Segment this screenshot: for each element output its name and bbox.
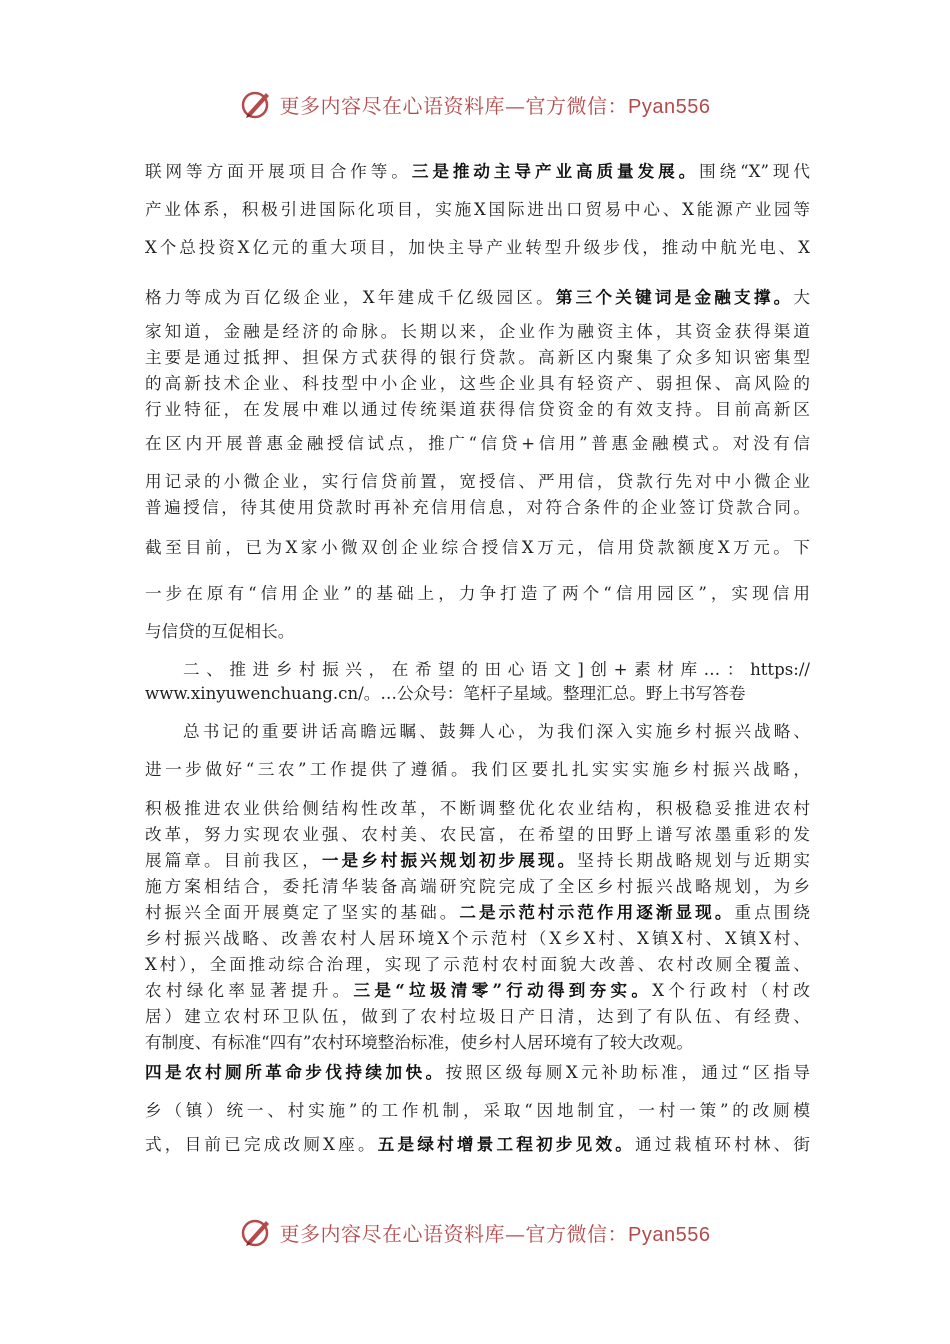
text-line xyxy=(145,534,810,558)
text-run: 用记录的小微企业，实行信贷前置，宽授信、严用信，贷款行先对中小微企业 xyxy=(145,472,810,491)
pen-logo-icon xyxy=(240,1215,274,1249)
text-run: www.xinyuwenchuang.cn/。…公众号：笔杆子星域。整理汇总。野上书写答卷 xyxy=(145,684,746,703)
text-run: 施方案相结合，委托清华装备高端研究院完成了全区乡村振兴战略规划，为乡 xyxy=(145,877,810,896)
text-run: 家知道，金融是经济的命脉。长期以来，企业作为融资主体，其资金获得渠道 xyxy=(145,322,810,341)
text-run: 坚持长期战略规划与近期实 xyxy=(577,851,811,870)
text-line xyxy=(145,925,810,949)
bold-keyword: 第三个关键词是金融支撑。 xyxy=(555,287,794,307)
text-run: 按照区级每厕X元补助标准，通过“区指导 xyxy=(445,1063,811,1082)
text-run: 乡村振兴战略、改善农村人居环境X个示范村（X乡X村、X镇X村、X镇X村、 xyxy=(145,929,810,948)
text-run: 普遍授信，待其使用贷款时再补充信用信息，对符合条件的企业签订贷款合同。 xyxy=(145,498,810,517)
text-run: 产业体系，积极引进国际化项目，实施X国际进出口贸易中心、X能源产业园等 xyxy=(145,200,810,219)
text-run: 乡（镇）统一、村实施”的工作机制，采取“因地制宜，一村一策”的改厕模 xyxy=(145,1101,810,1120)
text-line xyxy=(145,899,810,923)
text-run: 与信贷的互促相长。 xyxy=(145,622,295,641)
text-line xyxy=(145,756,810,780)
text-run: 改革，努力实现农业强、农村美、农民富，在希望的田野上谱写浓墨重彩的发 xyxy=(145,825,810,844)
text-line xyxy=(145,618,810,642)
text-line xyxy=(145,873,810,897)
text-line xyxy=(145,158,810,182)
bold-keyword: 二是示范村示范作用逐渐显现。 xyxy=(459,902,735,922)
text-run: 二、推进乡村振兴，在希望的田心语文]创+素材库…：https:// xyxy=(183,660,810,679)
footer-banner-text: 更多内容尽在心语资料库—官方微信：Pyan556 xyxy=(279,1221,711,1246)
text-run: 通过栽植环村林、街 xyxy=(635,1135,811,1154)
text-line xyxy=(145,1029,810,1053)
text-run: 农村绿化率显著提升。 xyxy=(145,981,354,1000)
text-run: X个行政村（村改 xyxy=(652,981,810,1000)
text-run: 总书记的重要讲话高瞻远瞩、鼓舞人心，为我们深入实施乡村振兴战略、 xyxy=(183,722,810,741)
text-line xyxy=(145,396,810,420)
text-run: 居）建立农村环卫队伍，做到了农村垃圾日产日清，达到了有队伍、有经费、 xyxy=(145,1007,810,1026)
text-run: X村），全面推动综合治理，实现了示范村农村面貌大改善、农村改厕全覆盖、 xyxy=(145,955,810,974)
bold-keyword: 三是“垃圾清零”行动得到夯实。 xyxy=(353,980,653,1000)
text-run: 村振兴全面开展奠定了坚实的基础。 xyxy=(145,903,460,922)
text-line xyxy=(145,580,810,604)
text-run: 重点围绕 xyxy=(734,903,811,922)
text-run: 格力等成为百亿级企业，X年建成千亿级园区。 xyxy=(145,288,556,307)
text-line xyxy=(145,468,810,492)
text-run: X个总投资X亿元的重大项目，加快主导产业转型升级步伐，推动中航光电、X xyxy=(145,238,810,257)
text-line xyxy=(145,977,810,1001)
text-line xyxy=(145,494,810,518)
pen-logo-icon xyxy=(240,87,274,121)
header-banner xyxy=(0,84,950,124)
text-line xyxy=(145,951,810,975)
text-run: 截至目前，已为X家小微双创企业综合授信X万元，信用贷款额度X万元。下 xyxy=(145,538,810,557)
footer-banner xyxy=(0,1212,950,1252)
text-line xyxy=(145,1059,810,1083)
text-line xyxy=(145,1097,810,1121)
bold-keyword: 三是推动主导产业高质量发展。 xyxy=(411,161,700,181)
text-run: 展篇章。目前我区， xyxy=(145,851,322,870)
bold-keyword: 五是绿村增景工程初步见效。 xyxy=(377,1134,636,1154)
text-run: 式，目前已完成改厕X座。 xyxy=(145,1135,378,1154)
text-run: 的高新技术企业、科技型中小企业，这些企业具有轻资产、弱担保、高风险的 xyxy=(145,374,810,393)
text-run: 大 xyxy=(793,288,811,307)
text-run: 主要是通过抵押、担保方式获得的银行贷款。高新区内聚集了众多知识密集型 xyxy=(145,348,810,367)
text-run: 一步在原有“信用企业”的基础上，力争打造了两个“信用园区”，实现信用 xyxy=(145,584,810,603)
text-line xyxy=(145,234,810,258)
text-run: 联网等方面开展项目合作等。 xyxy=(145,162,412,181)
text-line xyxy=(145,344,810,368)
text-line xyxy=(145,1003,810,1027)
text-line xyxy=(145,1131,810,1155)
text-line xyxy=(145,795,810,819)
text-line xyxy=(145,680,810,704)
text-line xyxy=(145,370,810,394)
text-line xyxy=(145,821,810,845)
text-line xyxy=(183,656,810,680)
text-run: 进一步做好“三农”工作提供了遵循。我们区要扎扎实实实施乡村振兴战略， xyxy=(145,760,810,779)
text-line xyxy=(145,196,810,220)
header-banner-text: 更多内容尽在心语资料库—官方微信：Pyan556 xyxy=(279,93,711,118)
bold-keyword: 一是乡村振兴规划初步展现。 xyxy=(321,850,578,870)
text-line xyxy=(145,284,810,308)
text-line xyxy=(183,718,810,742)
text-run: 积极推进农业供给侧结构性改革，不断调整优化农业结构，积极稳妥推进农村 xyxy=(145,799,810,818)
text-run: 行业特征，在发展中难以通过传统渠道获得信贷资金的有效支持。目前高新区 xyxy=(145,400,810,419)
text-run: 在区内开展普惠金融授信试点，推广“信贷+信用”普惠金融模式。对没有信 xyxy=(145,434,810,453)
text-line xyxy=(145,847,810,871)
bold-keyword: 四是农村厕所革命步伐持续加快。 xyxy=(145,1062,446,1082)
text-line xyxy=(145,318,810,342)
text-run: 有制度、有标准“四有”农村环境整治标准，使乡村人居环境有了较大改观。 xyxy=(145,1033,693,1052)
text-line xyxy=(145,430,810,454)
text-run: 围绕“X”现代 xyxy=(699,162,811,181)
